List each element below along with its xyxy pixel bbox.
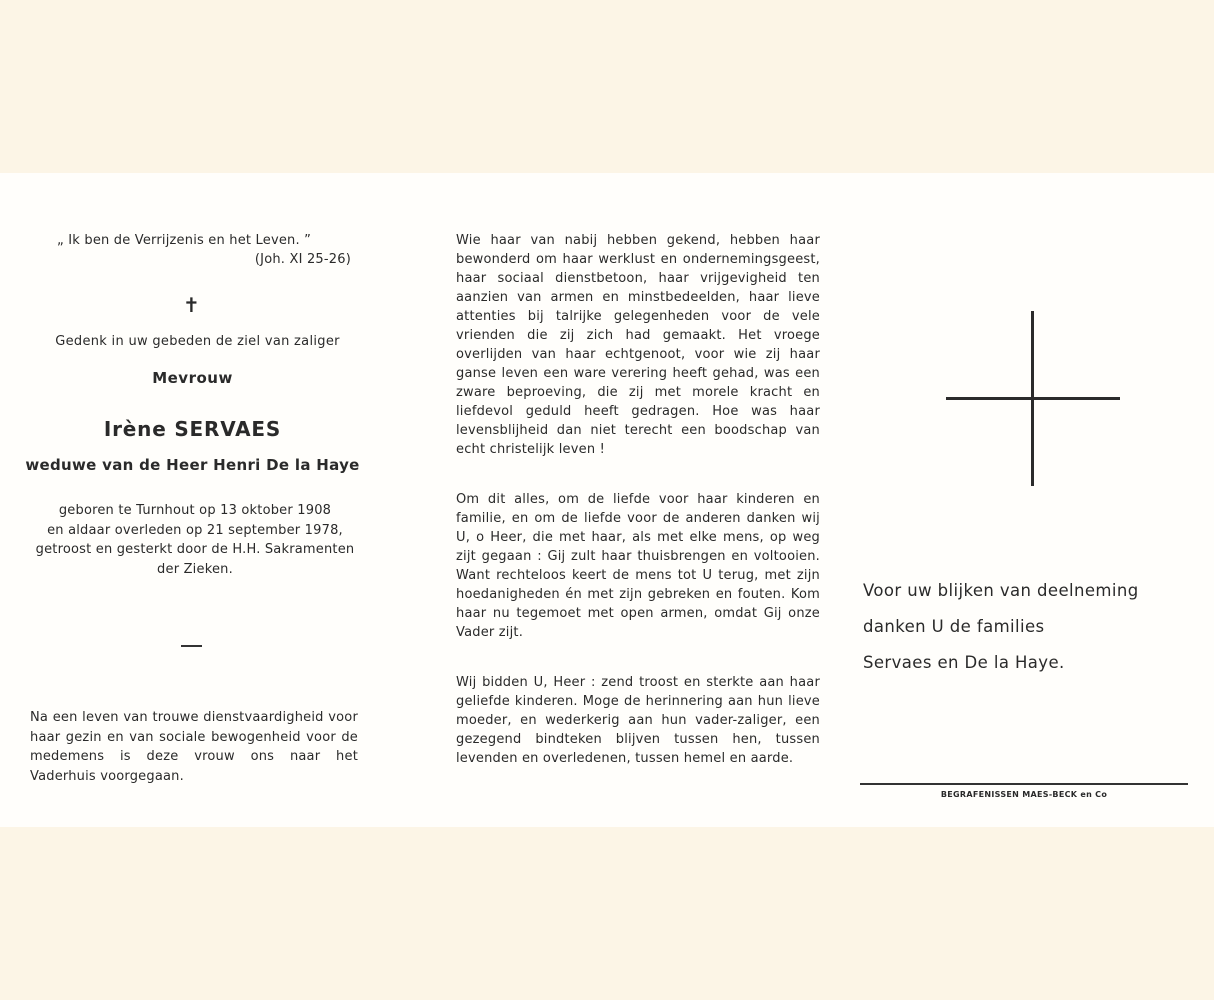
detail-line: getroost en gesterkt door de H.H. Sakramenten	[35, 542, 355, 557]
large-cross-icon	[946, 311, 1120, 486]
undertaker-imprint: BEGRAFENISSEN MAES-BECK en Co	[940, 790, 1108, 799]
paragraph-prayer: Wij bidden U, Heer : zend troost en sterkte aan haar geliefde kinderen. Moge de herinnering aan hun lieve moeder, en wederkerig aan hun vader-zaliger, een gezegend bindteken blijven tussen hen, tussen levenden en overledenen, tussen hemel en aarde.	[456, 675, 820, 766]
detail-line: geboren te Turnhout op 13 oktober 1908	[58, 503, 332, 518]
left-panel	[0, 173, 395, 827]
remembrance-line: Gedenk in uw gebeden de ziel van zaliger	[55, 334, 340, 349]
paragraph-tribute: Wie haar van nabij hebben gekend, hebben haar bewonderd om haar werklust en ondernemingsgeest, haar sociaal dienstbetoon, haar vrijgevigheid ten aanzien van armen en minstbedeelden, haar lieve attenties bij talrijke gelegenheden voor de vele vrienden die zij zich had gemaakt. Het vroege overlijden van haar echtgenoot, voor wie zij haar ganse leven een ware verering heeft gehad, was een zware beproeving, die zij met morele kracht en liefdevol geduld heeft gedragen. Hoe was haar levensblijheid dan niet terecht een boodschap van echt christelijk leven !	[456, 233, 820, 457]
honorific: Mevrouw	[152, 369, 233, 387]
paragraph-thanks: Om dit alles, om de liefde voor haar kinderen en familie, en om de liefde voor de anderen danken wij U, o Heer, die met haar, als met elke mens, op weg zijt gegaan : Gij zult haar thuisbrengen en voltooien. Want rechteloos keert de mens tot U terug, met zijn hoedanigheden én met zijn gebreken en fouten. Kom haar nu tegemoet met open armen, omdat Gij onze Vader zijt.	[456, 492, 820, 640]
detail-line: der Zieken.	[157, 561, 233, 577]
deceased-name: Irène SERVAES	[103, 417, 282, 441]
detail-line: en aldaar overleden op 21 september 1978,	[47, 522, 343, 538]
thanks-line: danken U de families	[863, 617, 1045, 636]
life-summary: Na een leven van trouwe dienstvaardigheid voor haar gezin en van sociale bewogenheid voor de medemens is deze vrouw ons naar het Vaderhuis voorgegaan.	[30, 710, 358, 784]
widow-of-line: weduwe van de Heer Henri De la Haye	[25, 456, 360, 474]
thanks-line: Servaes en De la Haye.	[863, 653, 1065, 672]
footer-rule	[860, 783, 1188, 785]
divider-dash	[181, 645, 202, 647]
quote-reference: (Joh. XI 25-26)	[254, 252, 351, 267]
memorial-card	[0, 173, 1214, 827]
birth-death-details	[20, 501, 370, 579]
thanks-message	[863, 573, 1203, 681]
cross-icon: ✝	[183, 293, 200, 317]
middle-panel	[420, 173, 820, 827]
right-panel	[840, 173, 1214, 827]
bible-quote	[57, 231, 357, 269]
quote-text: „ Ik ben de Verrijzenis en het Leven. ”	[57, 233, 312, 248]
thanks-line: Voor uw blijken van deelneming	[863, 581, 1139, 600]
